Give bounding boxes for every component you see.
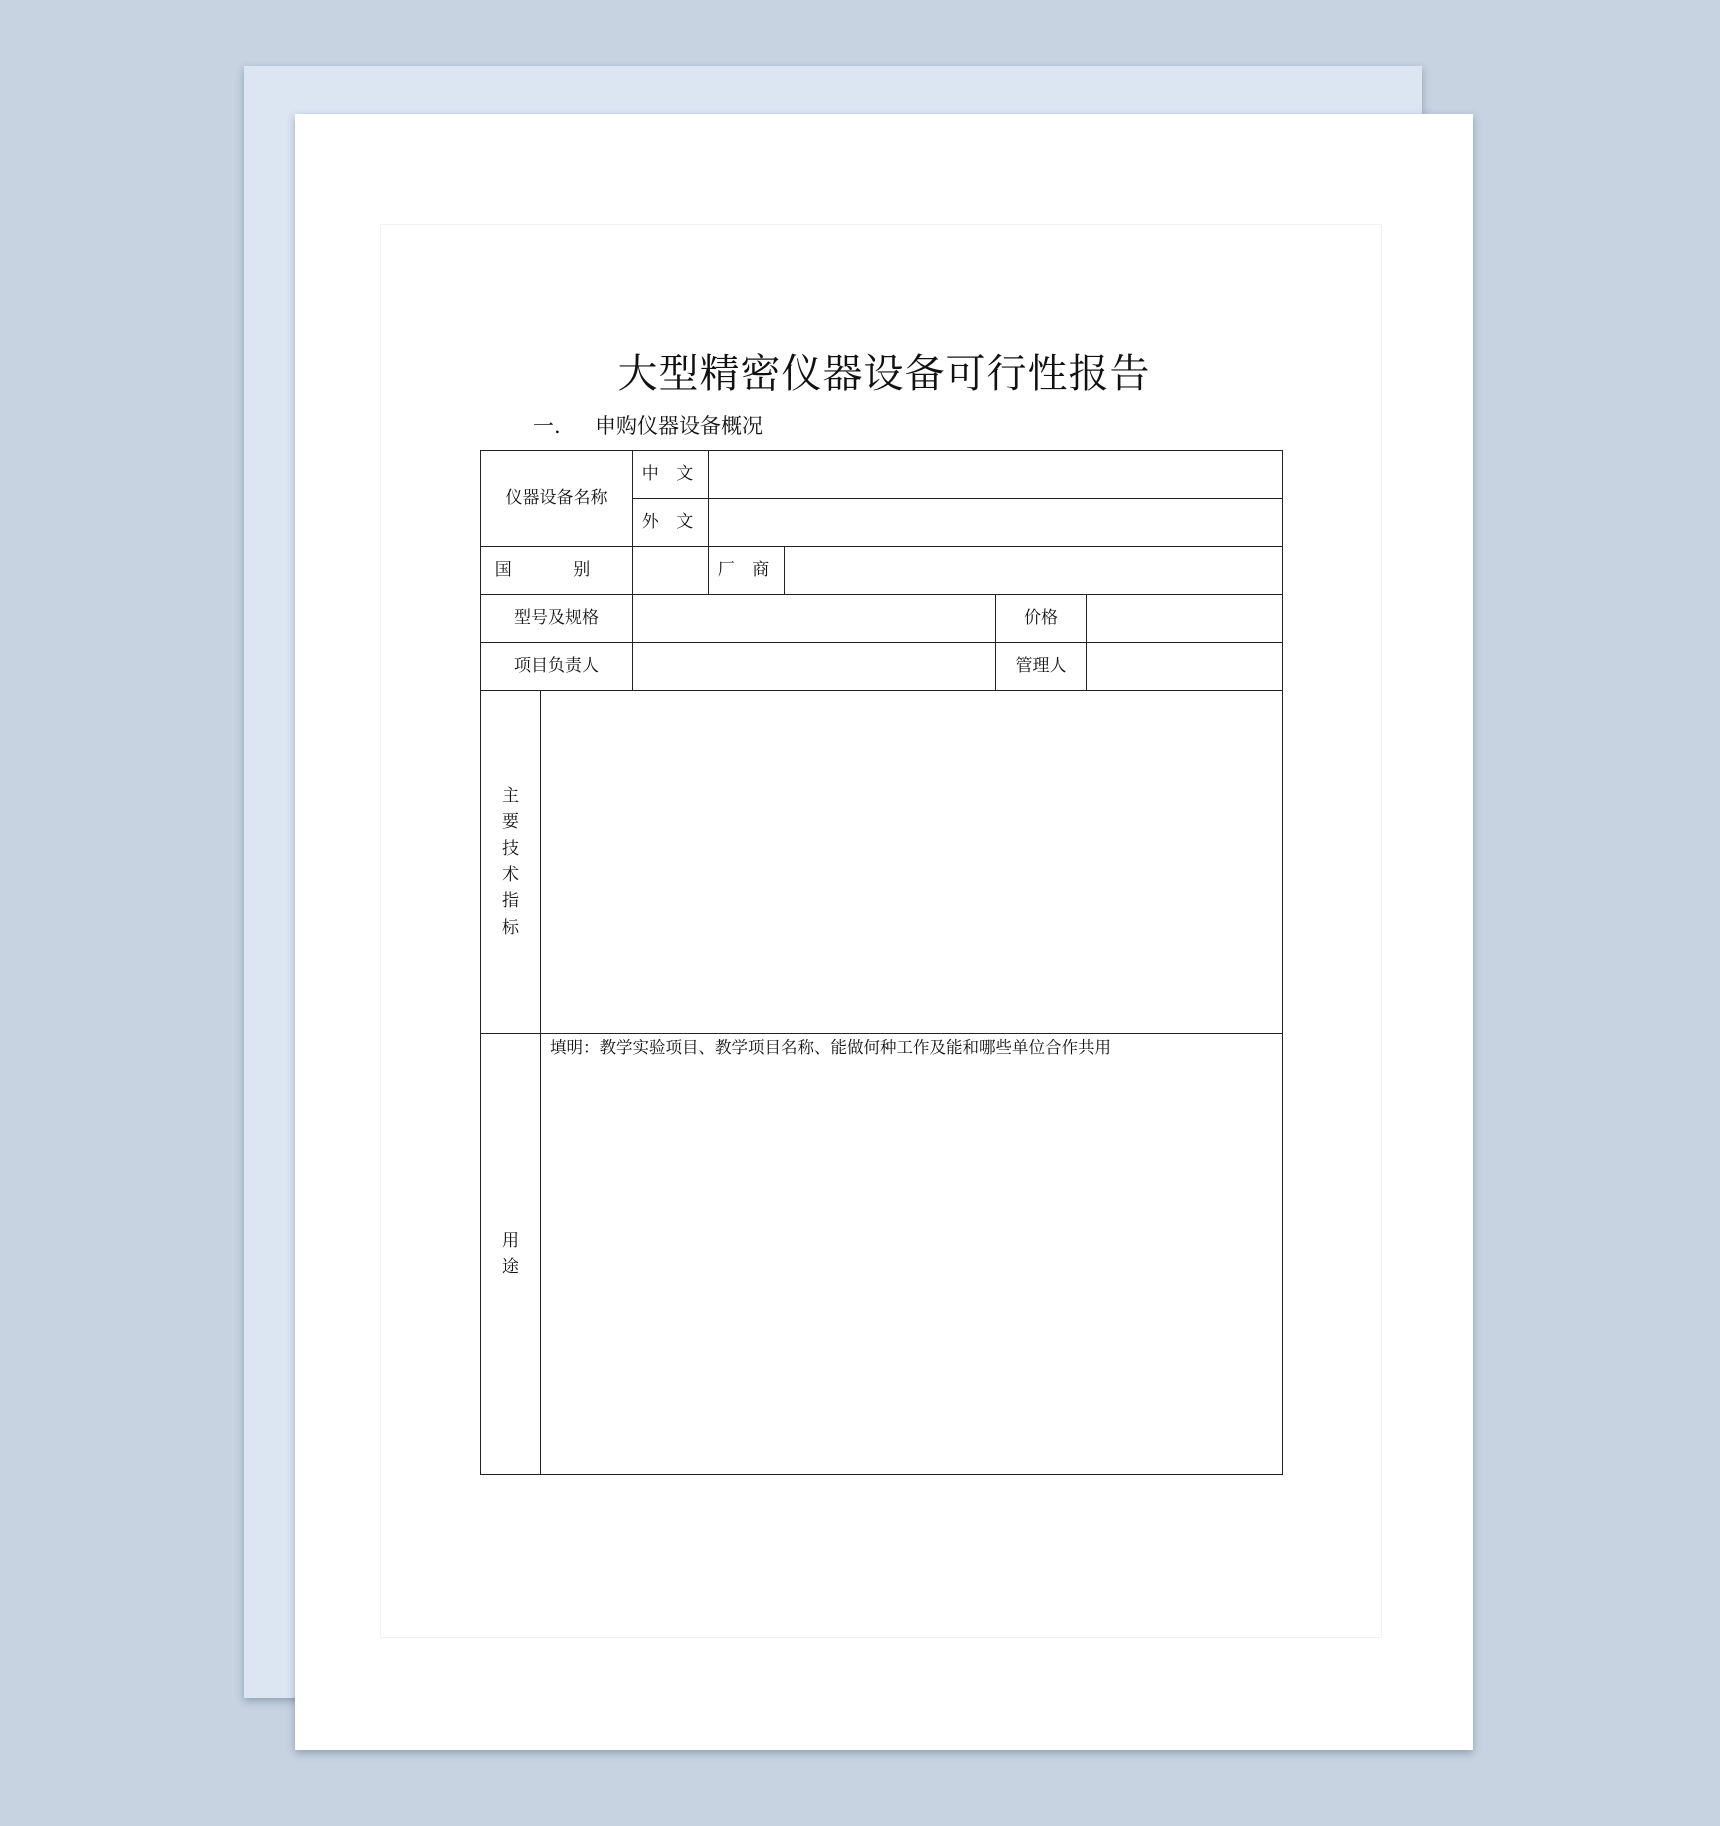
- table-row: [481, 451, 1283, 499]
- model-field[interactable]: [633, 595, 996, 643]
- chinese-label-cell: [633, 451, 709, 499]
- country-label-cell: [481, 547, 633, 595]
- manager-label: 管理人: [1015, 656, 1067, 677]
- manager-field[interactable]: [1087, 643, 1283, 691]
- project-lead-label-cell: [481, 643, 633, 691]
- project-lead-label: 项目负责人: [514, 656, 599, 677]
- country-field[interactable]: [633, 547, 709, 595]
- price-label-cell: [996, 595, 1087, 643]
- chinese-name-field[interactable]: [709, 451, 1283, 499]
- table-row: [481, 1034, 1283, 1475]
- country-label: 国 别: [494, 560, 619, 581]
- section-heading: [533, 410, 763, 440]
- price-label: 价格: [1024, 608, 1058, 629]
- name-label-cell: [481, 451, 633, 547]
- table-row: [481, 691, 1283, 1034]
- tech-specs-label-cell: [481, 691, 541, 1034]
- model-label: 型号及规格: [514, 608, 599, 629]
- foreign-name-field[interactable]: [709, 499, 1283, 547]
- table-row: [481, 643, 1283, 691]
- tech-specs-label: 主要技术指标: [502, 785, 519, 938]
- document-title: 大型精密仪器设备可行性报告: [617, 351, 1151, 397]
- project-lead-field[interactable]: [633, 643, 996, 691]
- section-title: 申购仪器设备概况: [595, 414, 763, 438]
- section-number: 一.: [533, 414, 561, 438]
- chinese-label: 中 文: [641, 464, 700, 485]
- manufacturer-field[interactable]: [785, 547, 1283, 595]
- foreign-label-cell: [633, 499, 709, 547]
- name-label: 仪器设备名称: [505, 488, 608, 509]
- usage-hint: 填明：教学实验项目、教学项目名称、能做何种工作及能和哪些单位合作共用: [550, 1038, 1111, 1057]
- manufacturer-label-cell: [709, 547, 785, 595]
- model-label-cell: [481, 595, 633, 643]
- table-row: [481, 547, 1283, 595]
- price-field[interactable]: [1087, 595, 1283, 643]
- table-row: [481, 595, 1283, 643]
- manager-label-cell: [996, 643, 1087, 691]
- equipment-form-table: [480, 450, 1283, 1475]
- manufacturer-label: 厂 商: [717, 560, 776, 581]
- tech-specs-field[interactable]: [541, 691, 1283, 1034]
- document-page: [295, 114, 1473, 1750]
- usage-label-cell: [481, 1034, 541, 1475]
- usage-field[interactable]: [541, 1034, 1283, 1475]
- usage-label: 用途: [502, 1230, 519, 1277]
- foreign-label: 外 文: [641, 512, 700, 533]
